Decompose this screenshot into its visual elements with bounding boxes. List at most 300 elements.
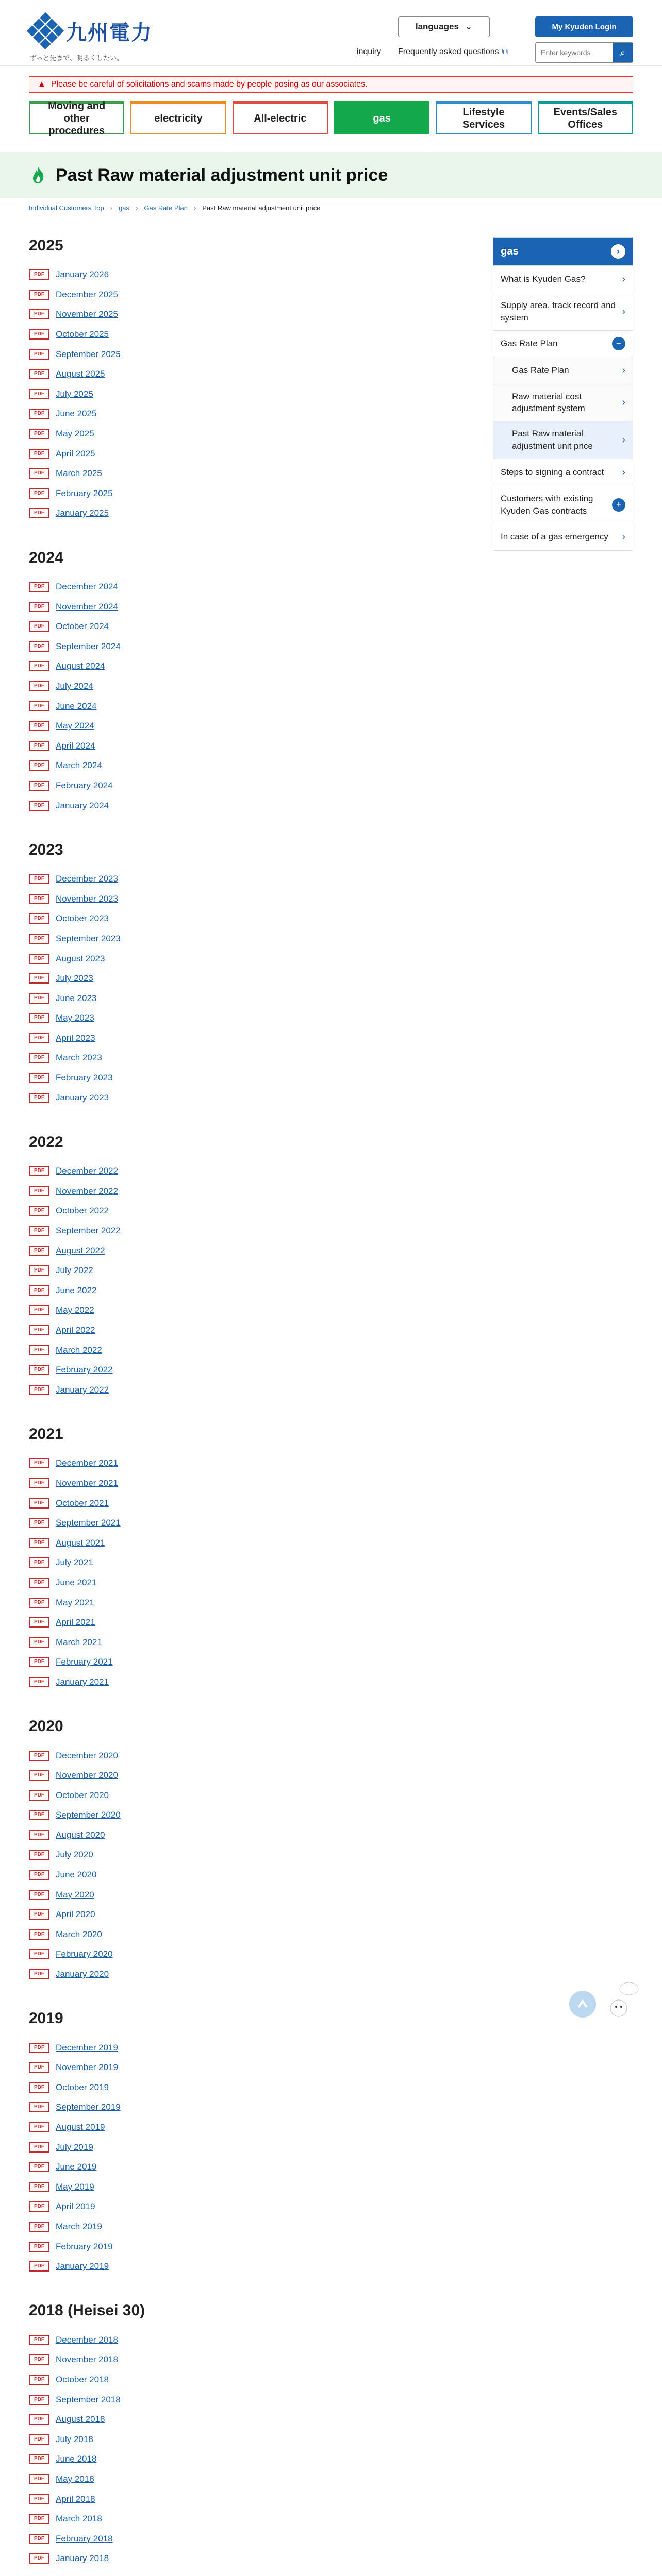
- pdf-badge-icon: PDF: [29, 1830, 49, 1840]
- pdf-link[interactable]: February 2020: [56, 1949, 113, 1959]
- sidebar-item-label: Customers with existing Kyuden Gas contracts: [501, 493, 593, 516]
- list-item: [29, 1320, 472, 1341]
- pdf-badge-icon: PDF: [29, 2261, 49, 2272]
- list-item: [29, 617, 472, 637]
- sidebar-item[interactable]: [493, 384, 633, 421]
- sidebar-item[interactable]: [493, 486, 633, 523]
- pdf-badge-icon: PDF: [29, 2182, 49, 2192]
- list-item: [29, 2350, 472, 2370]
- pdf-link[interactable]: September 2025: [56, 349, 121, 359]
- year-section: [29, 2010, 472, 2276]
- breadcrumb-separator: ›: [193, 204, 196, 212]
- month-list: [29, 2038, 472, 2276]
- sidebar-item-label: Gas Rate Plan: [512, 365, 569, 375]
- pdf-badge-icon: PDF: [29, 389, 49, 399]
- list-item: [29, 988, 472, 1008]
- pdf-link[interactable]: April 2020: [56, 1909, 95, 1920]
- list-item: [29, 1964, 472, 1985]
- pdf-link[interactable]: July 2021: [56, 1557, 93, 1568]
- list-item: [29, 1281, 472, 1301]
- pdf-link[interactable]: May 2022: [56, 1305, 94, 1315]
- pdf-badge-icon: PDF: [29, 1677, 49, 1687]
- list-item: [29, 2429, 472, 2449]
- pdf-badge-icon: PDF: [29, 449, 49, 459]
- pdf-badge-icon: PDF: [29, 429, 49, 439]
- pdf-link[interactable]: July 2018: [56, 2434, 93, 2444]
- pdf-link[interactable]: October 2022: [56, 1206, 109, 1216]
- pdf-link[interactable]: January 2020: [56, 1969, 109, 1979]
- pdf-badge-icon: PDF: [29, 1478, 49, 1488]
- pdf-link[interactable]: December 2024: [56, 582, 118, 592]
- pdf-link[interactable]: April 2021: [56, 1617, 95, 1628]
- pdf-badge-icon: PDF: [29, 1637, 49, 1648]
- pdf-link[interactable]: February 2022: [56, 1365, 113, 1375]
- site-header: [0, 0, 662, 66]
- pdf-badge-icon: PDF: [29, 1751, 49, 1761]
- pdf-badge-icon: PDF: [29, 2082, 49, 2093]
- year-heading: 2022: [29, 1133, 63, 1150]
- pdf-link[interactable]: July 2022: [56, 1265, 93, 1276]
- pdf-link[interactable]: April 2022: [56, 1325, 95, 1335]
- pdf-badge-icon: PDF: [29, 1093, 49, 1103]
- pdf-badge-icon: PDF: [29, 2514, 49, 2524]
- pdf-link[interactable]: October 2020: [56, 1790, 109, 1800]
- breadcrumb-top[interactable]: Individual Customers Top: [29, 204, 104, 212]
- pdf-link[interactable]: June 2022: [56, 1285, 97, 1295]
- pdf-link[interactable]: January 2023: [56, 1092, 109, 1103]
- list-item: [29, 2389, 472, 2410]
- chevron-right-icon: ›: [622, 397, 625, 409]
- search-button[interactable]: [613, 43, 633, 62]
- year-section: [29, 2302, 472, 2568]
- minus-icon: −: [612, 337, 625, 350]
- pdf-link[interactable]: March 2022: [56, 1345, 102, 1355]
- list-item: [29, 795, 472, 816]
- pdf-link[interactable]: December 2020: [56, 1750, 118, 1760]
- nav-gas[interactable]: gas: [334, 101, 429, 134]
- pdf-link[interactable]: November 2018: [56, 2354, 118, 2365]
- pdf-badge-icon: PDF: [29, 1557, 49, 1568]
- pdf-badge-icon: PDF: [29, 721, 49, 731]
- sidebar-item[interactable]: [493, 293, 633, 330]
- pdf-link[interactable]: August 2021: [56, 1537, 105, 1548]
- pdf-link[interactable]: June 2018: [56, 2454, 97, 2464]
- chevron-right-icon: ›: [622, 274, 625, 285]
- list-item: [29, 1905, 472, 1925]
- list-item: [29, 2197, 472, 2217]
- list-item: [29, 889, 472, 909]
- pdf-badge-icon: PDF: [29, 582, 49, 592]
- pdf-badge-icon: PDF: [29, 349, 49, 360]
- sidebar-nav: [493, 237, 633, 551]
- nav-electricity[interactable]: electricity: [130, 101, 226, 134]
- pdf-badge-icon: PDF: [29, 1285, 49, 1296]
- pdf-link[interactable]: May 2023: [56, 1013, 94, 1023]
- pdf-badge-icon: PDF: [29, 894, 49, 904]
- mascot-icon: [610, 2000, 627, 2016]
- sidebar-item[interactable]: [493, 523, 633, 550]
- pdf-badge-icon: PDF: [29, 329, 49, 340]
- pdf-badge-icon: PDF: [29, 2222, 49, 2232]
- pdf-badge-icon: PDF: [29, 1518, 49, 1528]
- pdf-link[interactable]: July 2025: [56, 388, 93, 399]
- pdf-badge-icon: PDF: [29, 290, 49, 300]
- pdf-badge-icon: PDF: [29, 1206, 49, 1216]
- pdf-link[interactable]: January 2026: [56, 269, 109, 280]
- pdf-link[interactable]: March 2024: [56, 760, 102, 771]
- list-item: [29, 1672, 472, 1692]
- pdf-link[interactable]: April 2023: [56, 1032, 95, 1043]
- sidebar-item-label: What is Kyuden Gas?: [501, 274, 586, 284]
- pdf-badge-icon: PDF: [29, 801, 49, 811]
- pdf-link[interactable]: September 2018: [56, 2394, 121, 2404]
- year-heading: 2024: [29, 549, 63, 566]
- nav-events[interactable]: Events/Sales Offices: [538, 101, 633, 134]
- languages-dropdown[interactable]: [398, 16, 490, 37]
- pdf-badge-icon: PDF: [29, 2434, 49, 2445]
- sidebar-item[interactable]: [493, 357, 633, 384]
- year-heading: 2021: [29, 1426, 63, 1443]
- pdf-link[interactable]: August 2019: [56, 2122, 105, 2132]
- list-item: [29, 929, 472, 949]
- pdf-link[interactable]: September 2022: [56, 1226, 121, 1236]
- pdf-badge-icon: PDF: [29, 2142, 49, 2153]
- kyuden-logo-icon: [27, 12, 64, 49]
- list-item: [29, 2157, 472, 2177]
- pdf-link[interactable]: April 2024: [56, 740, 95, 751]
- chevron-right-icon: ›: [622, 364, 625, 376]
- pdf-badge-icon: PDF: [29, 874, 49, 884]
- sidebar-header[interactable]: [493, 238, 633, 265]
- pdf-link[interactable]: November 2022: [56, 1185, 118, 1196]
- pdf-badge-icon: PDF: [29, 1657, 49, 1667]
- list-item: [29, 577, 472, 597]
- pdf-badge-icon: PDF: [29, 409, 49, 419]
- month-list: [29, 265, 472, 523]
- pdf-badge-icon: PDF: [29, 1385, 49, 1395]
- pdf-link[interactable]: July 2019: [56, 2142, 93, 2152]
- pdf-link[interactable]: June 2019: [56, 2162, 97, 2172]
- sidebar-item[interactable]: [493, 330, 633, 357]
- list-item: [29, 1885, 472, 1905]
- pdf-link[interactable]: December 2025: [56, 289, 118, 299]
- list-item: [29, 2529, 472, 2549]
- pdf-link[interactable]: August 2023: [56, 953, 105, 963]
- list-item: [29, 2078, 472, 2098]
- pdf-link[interactable]: February 2024: [56, 780, 113, 790]
- pdf-link[interactable]: September 2021: [56, 1518, 121, 1528]
- pdf-link[interactable]: June 2023: [56, 993, 97, 1003]
- pdf-badge-icon: PDF: [29, 1053, 49, 1063]
- pdf-link[interactable]: September 2024: [56, 641, 121, 651]
- pdf-link[interactable]: June 2024: [56, 701, 97, 711]
- chevron-right-icon: ›: [622, 306, 625, 317]
- pdf-badge-icon: PDF: [29, 1073, 49, 1083]
- pdf-link[interactable]: March 2020: [56, 1929, 102, 1939]
- external-window-icon: ⧉: [502, 47, 508, 56]
- list-item: [29, 696, 472, 716]
- sidebar-item-label: Steps to signing a contract: [501, 467, 604, 477]
- pdf-link[interactable]: May 2018: [56, 2473, 94, 2484]
- pdf-link[interactable]: September 2020: [56, 1810, 121, 1820]
- pdf-link[interactable]: November 2023: [56, 893, 118, 904]
- pdf-link[interactable]: December 2018: [56, 2334, 118, 2345]
- pdf-badge-icon: PDF: [29, 1226, 49, 1236]
- pdf-link[interactable]: November 2019: [56, 2062, 118, 2073]
- sidebar-item-label: Supply area, track record and system: [501, 300, 616, 323]
- list-item: [29, 869, 472, 889]
- list-item: [29, 1473, 472, 1494]
- pdf-link[interactable]: May 2021: [56, 1597, 94, 1607]
- pdf-link[interactable]: July 2024: [56, 681, 93, 691]
- global-nav: [29, 100, 633, 137]
- pdf-badge-icon: PDF: [29, 1617, 49, 1628]
- list-item: [29, 656, 472, 676]
- list-item: [29, 776, 472, 796]
- list-item: [29, 1340, 472, 1360]
- list-item: [29, 2489, 472, 2509]
- pdf-badge-icon: PDF: [29, 934, 49, 944]
- pdf-badge-icon: PDF: [29, 2395, 49, 2405]
- pdf-badge-icon: PDF: [29, 641, 49, 652]
- scam-alert-banner[interactable]: [29, 76, 633, 93]
- chevron-right-icon: ›: [611, 244, 625, 259]
- pdf-link[interactable]: November 2020: [56, 1770, 118, 1781]
- pdf-link[interactable]: February 2021: [56, 1657, 113, 1667]
- pdf-link[interactable]: October 2024: [56, 621, 109, 632]
- list-item: [29, 1360, 472, 1380]
- pdf-link[interactable]: September 2019: [56, 2102, 121, 2112]
- pdf-badge-icon: PDF: [29, 1186, 49, 1196]
- pdf-link[interactable]: October 2021: [56, 1498, 109, 1508]
- kyuden-logo[interactable]: [29, 14, 153, 47]
- list-item: [29, 2058, 472, 2078]
- list-item: [29, 2410, 472, 2430]
- chat-mascot-widget[interactable]: [567, 1978, 639, 2025]
- pdf-badge-icon: PDF: [29, 1246, 49, 1256]
- pdf-link[interactable]: June 2025: [56, 409, 97, 419]
- pdf-link[interactable]: August 2025: [56, 369, 105, 379]
- pdf-badge-icon: PDF: [29, 701, 49, 711]
- list-item: [29, 676, 472, 697]
- pdf-link[interactable]: August 2020: [56, 1829, 105, 1840]
- list-item: [29, 1181, 472, 1201]
- list-item: [29, 444, 472, 464]
- pdf-link[interactable]: December 2019: [56, 2042, 118, 2053]
- pdf-badge-icon: PDF: [29, 2335, 49, 2345]
- sidebar-item[interactable]: [493, 421, 633, 459]
- alert-text: Please be careful of solicitations and scams made by people posing as our associates.: [51, 80, 368, 89]
- list-item: [29, 2549, 472, 2569]
- breadcrumb-separator: ›: [110, 204, 113, 212]
- list-item: [29, 1533, 472, 1553]
- pdf-link[interactable]: October 2023: [56, 913, 109, 924]
- pdf-link[interactable]: April 2025: [56, 448, 95, 459]
- pdf-link[interactable]: March 2019: [56, 2221, 102, 2231]
- month-list: [29, 1453, 472, 1692]
- list-item: [29, 2449, 472, 2469]
- list-item: [29, 325, 472, 345]
- nav-moving[interactable]: Moving and other procedures: [29, 101, 124, 134]
- pdf-link[interactable]: January 2024: [56, 800, 109, 810]
- list-item: [29, 2137, 472, 2157]
- inquiry-link[interactable]: inquiry: [357, 47, 382, 56]
- pdf-link[interactable]: May 2025: [56, 429, 94, 439]
- pdf-link[interactable]: December 2022: [56, 1166, 118, 1176]
- list-item: [29, 1380, 472, 1400]
- breadcrumb-gas-rate-plan[interactable]: Gas Rate Plan: [144, 204, 188, 212]
- list-item: [29, 2177, 472, 2197]
- list-item: [29, 1261, 472, 1281]
- page-title: Past Raw material adjustment unit price: [56, 165, 388, 185]
- pdf-link[interactable]: January 2019: [56, 2261, 109, 2272]
- pdf-badge-icon: PDF: [29, 2534, 49, 2544]
- pdf-link[interactable]: July 2023: [56, 973, 93, 984]
- pdf-badge-icon: PDF: [29, 1598, 49, 1608]
- breadcrumb-gas[interactable]: gas: [119, 204, 130, 212]
- pdf-link[interactable]: October 2019: [56, 2082, 109, 2092]
- pdf-link[interactable]: March 2018: [56, 2514, 102, 2524]
- list-item: [29, 364, 472, 384]
- pdf-badge-icon: PDF: [29, 1929, 49, 1940]
- pdf-badge-icon: PDF: [29, 602, 49, 612]
- list-item: [29, 384, 472, 404]
- pdf-link[interactable]: September 2023: [56, 933, 121, 943]
- list-item: [29, 1766, 472, 1786]
- faq-link[interactable]: [398, 47, 508, 57]
- pdf-badge-icon: PDF: [29, 1458, 49, 1468]
- year-heading: 2025: [29, 237, 63, 254]
- pdf-badge-icon: PDF: [29, 2354, 49, 2365]
- list-item: [29, 1745, 472, 1766]
- pdf-badge-icon: PDF: [29, 1850, 49, 1860]
- list-item: [29, 1825, 472, 1845]
- list-item: [29, 2370, 472, 2390]
- pdf-link[interactable]: October 2025: [56, 329, 109, 340]
- pdf-badge-icon: PDF: [29, 1909, 49, 1920]
- pdf-link[interactable]: August 2018: [56, 2414, 105, 2425]
- pdf-badge-icon: PDF: [29, 2454, 49, 2464]
- pdf-link[interactable]: February 2023: [56, 1073, 113, 1083]
- faq-label: Frequently asked questions: [398, 47, 499, 56]
- list-item: [29, 2330, 472, 2350]
- pdf-link[interactable]: April 2019: [56, 2201, 95, 2212]
- pdf-badge-icon: PDF: [29, 781, 49, 791]
- list-item: [29, 637, 472, 657]
- nav-all-electric[interactable]: All-electric: [233, 101, 328, 134]
- list-item: [29, 2236, 472, 2257]
- pdf-link[interactable]: February 2025: [56, 488, 113, 498]
- pdf-badge-icon: PDF: [29, 1265, 49, 1276]
- pdf-badge-icon: PDF: [29, 2122, 49, 2132]
- list-item: [29, 1805, 472, 1825]
- pdf-link[interactable]: April 2018: [56, 2494, 95, 2504]
- sidebar-item-label: In case of a gas emergency: [501, 532, 608, 542]
- pdf-badge-icon: PDF: [29, 1810, 49, 1820]
- month-list: [29, 2330, 472, 2568]
- pdf-badge-icon: PDF: [29, 973, 49, 984]
- list-item: [29, 1048, 472, 1068]
- list-item: [29, 265, 472, 285]
- pdf-link[interactable]: July 2020: [56, 1850, 93, 1860]
- sidebar-item[interactable]: [493, 265, 633, 293]
- pdf-link[interactable]: March 2023: [56, 1053, 102, 1063]
- pdf-link[interactable]: May 2020: [56, 1889, 94, 1900]
- list-item: [29, 1201, 472, 1221]
- pdf-badge-icon: PDF: [29, 2553, 49, 2564]
- pdf-badge-icon: PDF: [29, 661, 49, 671]
- pdf-badge-icon: PDF: [29, 1013, 49, 1023]
- year-section: [29, 549, 472, 816]
- breadcrumb-current: Past Raw material adjustment unit price: [202, 204, 321, 212]
- list-item: [29, 1513, 472, 1533]
- sidebar-title: gas: [501, 245, 519, 257]
- list-item: [29, 736, 472, 756]
- nav-lifestyle[interactable]: Lifestyle Services: [436, 101, 531, 134]
- pdf-badge-icon: PDF: [29, 2062, 49, 2073]
- list-item: [29, 909, 472, 929]
- search-input[interactable]: [536, 43, 613, 62]
- year-section: [29, 841, 472, 1108]
- pdf-badge-icon: PDF: [29, 954, 49, 964]
- pdf-link[interactable]: February 2018: [56, 2533, 113, 2544]
- pdf-link[interactable]: June 2020: [56, 1870, 97, 1880]
- pdf-link[interactable]: December 2021: [56, 1458, 118, 1468]
- pdf-link[interactable]: December 2023: [56, 874, 118, 884]
- pdf-badge-icon: PDF: [29, 1498, 49, 1509]
- pdf-link[interactable]: August 2022: [56, 1245, 105, 1256]
- pdf-link[interactable]: November 2021: [56, 1478, 118, 1488]
- list-item: [29, 503, 472, 523]
- pdf-link[interactable]: November 2025: [56, 309, 118, 319]
- sidebar-item[interactable]: [493, 459, 633, 486]
- pdf-link[interactable]: February 2019: [56, 2241, 113, 2251]
- list-item: [29, 1865, 472, 1885]
- year-section: [29, 1133, 472, 1400]
- pdf-badge-icon: PDF: [29, 2162, 49, 2172]
- list-item: [29, 1241, 472, 1261]
- pdf-link[interactable]: January 2025: [56, 508, 109, 518]
- pdf-link[interactable]: January 2021: [56, 1676, 109, 1687]
- pdf-badge-icon: PDF: [29, 1578, 49, 1588]
- year-heading: 2020: [29, 1718, 63, 1735]
- month-list: [29, 1161, 472, 1400]
- pdf-link[interactable]: October 2018: [56, 2374, 109, 2384]
- breadcrumb-separator: ›: [136, 204, 138, 212]
- pdf-badge-icon: PDF: [29, 2102, 49, 2112]
- pdf-link[interactable]: June 2021: [56, 1577, 97, 1587]
- chevron-right-icon: ›: [622, 434, 625, 446]
- list-item: [29, 1028, 472, 1048]
- pdf-badge-icon: PDF: [29, 1890, 49, 1900]
- my-kyuden-login-button[interactable]: My Kyuden Login: [535, 16, 633, 37]
- pdf-link[interactable]: March 2021: [56, 1637, 102, 1647]
- pdf-link[interactable]: January 2018: [56, 2553, 109, 2564]
- chevron-down-icon: ⌄: [465, 22, 473, 31]
- pdf-link[interactable]: May 2019: [56, 2181, 94, 2192]
- pdf-link[interactable]: March 2025: [56, 468, 102, 479]
- list-item: [29, 2257, 472, 2277]
- list-item: [29, 948, 472, 969]
- scroll-top-circle: [569, 1991, 596, 2018]
- list-item: [29, 1785, 472, 1805]
- pdf-link[interactable]: November 2024: [56, 601, 118, 612]
- pdf-link[interactable]: August 2024: [56, 661, 105, 671]
- pdf-link[interactable]: May 2024: [56, 721, 94, 731]
- list-item: [29, 1453, 472, 1473]
- list-item: [29, 484, 472, 504]
- pdf-link[interactable]: January 2022: [56, 1384, 109, 1395]
